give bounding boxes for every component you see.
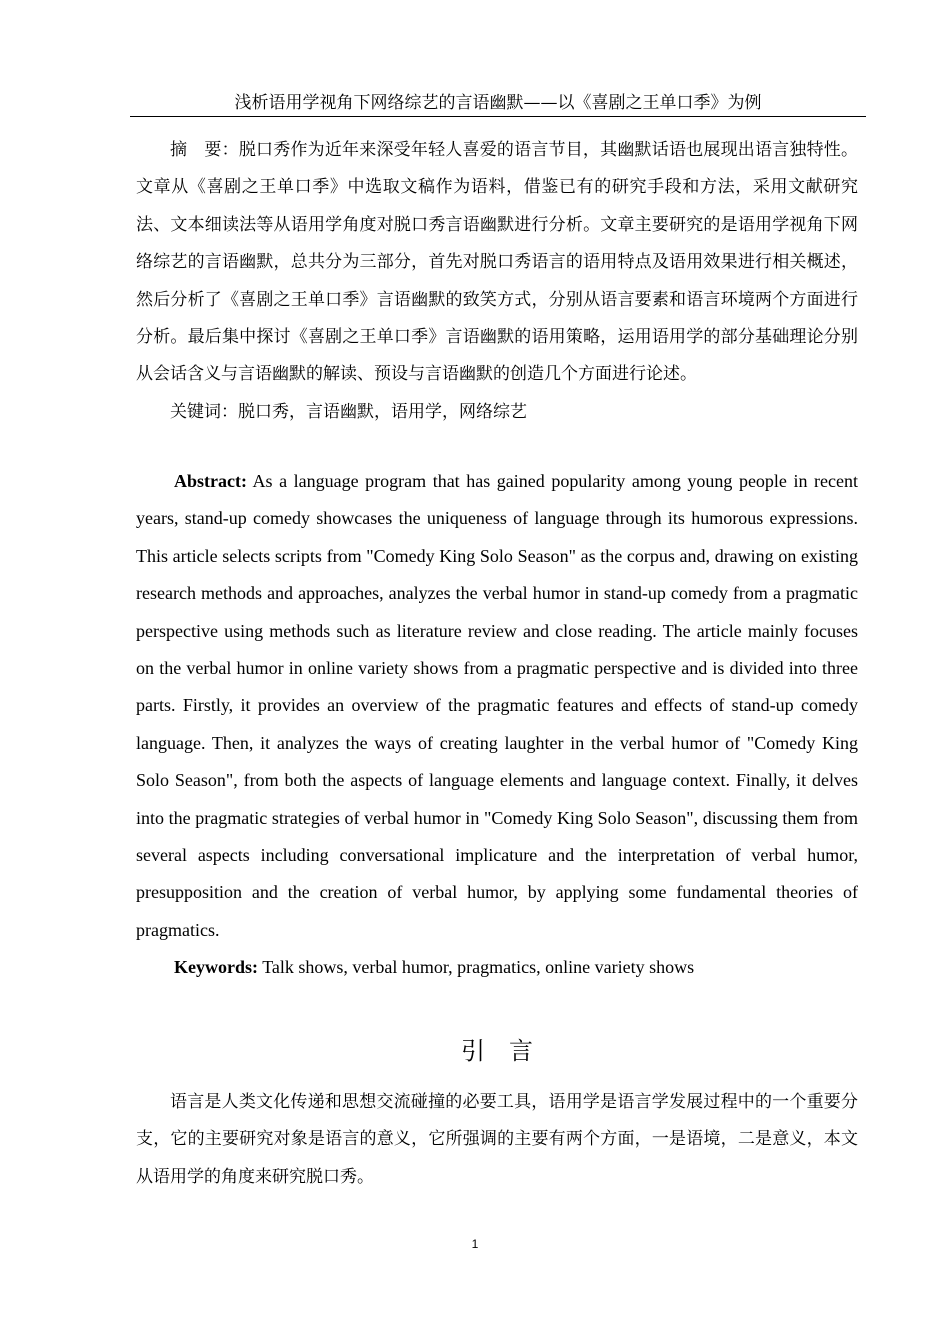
keywords-en-label: Keywords: bbox=[174, 957, 258, 978]
english-abstract bbox=[136, 463, 858, 987]
keywords-cn-label: 关键词： bbox=[170, 401, 238, 422]
abstract-en-text: As a language program that has gained popularity among young people in recent years, stand-up comedy showcases the uniqueness of language through its humorous expressions. This article selects scripts from "Comedy King Solo Season" as the corpus and, drawing on existing research methods and approaches, analyzes the verbal humor in stand-up comedy from a pragmatic perspective using methods such as literature review and close reading. The article mainly focuses on the verbal humor in online variety shows from a pragmatic perspective and is divided into three parts. Firstly, it provides an overview of the pragmatic features and effects of stand-up comedy language. Then, it analyzes the ways of creating laughter in the verbal humor of "Comedy King Solo Season", from both the aspects of language elements and language context. Finally, it delves into the pragmatic strategies of verbal humor in "Comedy King Solo Season", discussing them from several aspects including conversational implicature and the interpretation of verbal humor, presupposition and the creation of verbal humor, by applying some fundamental theories of pragmatics. bbox=[136, 471, 858, 940]
keywords-en-text: Talk shows, verbal humor, pragmatics, online variety shows bbox=[262, 957, 695, 978]
abstract-en-label: Abstract: bbox=[174, 471, 247, 491]
abstract-cn-text: 脱口秀作为近年来深受年轻人喜爱的语言节目，其幽默话语也展现出语言独特性。文章从《喜剧之王单口季》中选取文稿作为语料，借鉴已有的研究手段和方法，采用文献研究法、文本细读法等从语用学角度对脱口秀言语幽默进行分析。文章主要研究的是语用学视角下网络综艺的言语幽默，总共分为三部分，首先对脱口秀语言的语用特点及语用效果进行相关概述，然后分析了《喜剧之王单口季》言语幽默的致笑方式，分别从语言要素和语言环境两个方面进行分析。最后集中探讨《喜剧之王单口季》言语幽默的语用策略，运用语用学的部分基础理论分别从会话含义与言语幽默的解读、预设与言语幽默的创造几个方面进行论述。 bbox=[136, 140, 859, 385]
keywords-cn-text: 脱口秀，言语幽默，语用学，网络综艺 bbox=[238, 401, 527, 422]
running-header: 浅析语用学视角下网络综艺的言语幽默——以《喜剧之王单口季》为例 bbox=[234, 93, 762, 113]
abstract-cn-label: 摘 要： bbox=[170, 140, 239, 160]
introduction-heading: 引 言 bbox=[461, 1037, 533, 1065]
page-number: 1 bbox=[471, 1237, 479, 1251]
header-rule bbox=[130, 116, 866, 117]
keywords-en-paragraph bbox=[136, 949, 858, 986]
introduction-body bbox=[136, 1084, 858, 1196]
introduction-paragraph: 语言是人类文化传递和思想交流碰撞的必要工具，语用学是语言学发展过程中的一个重要分支，它的主要研究对象是语言的意义，它所强调的主要有两个方面，一是语境，二是意义，本文从语用学的角度来研究脱口秀。 bbox=[136, 1092, 858, 1187]
chinese-abstract bbox=[136, 132, 858, 431]
keywords-cn-paragraph bbox=[136, 394, 858, 431]
abstract-cn-paragraph bbox=[136, 132, 858, 394]
abstract-en-paragraph bbox=[136, 463, 858, 949]
